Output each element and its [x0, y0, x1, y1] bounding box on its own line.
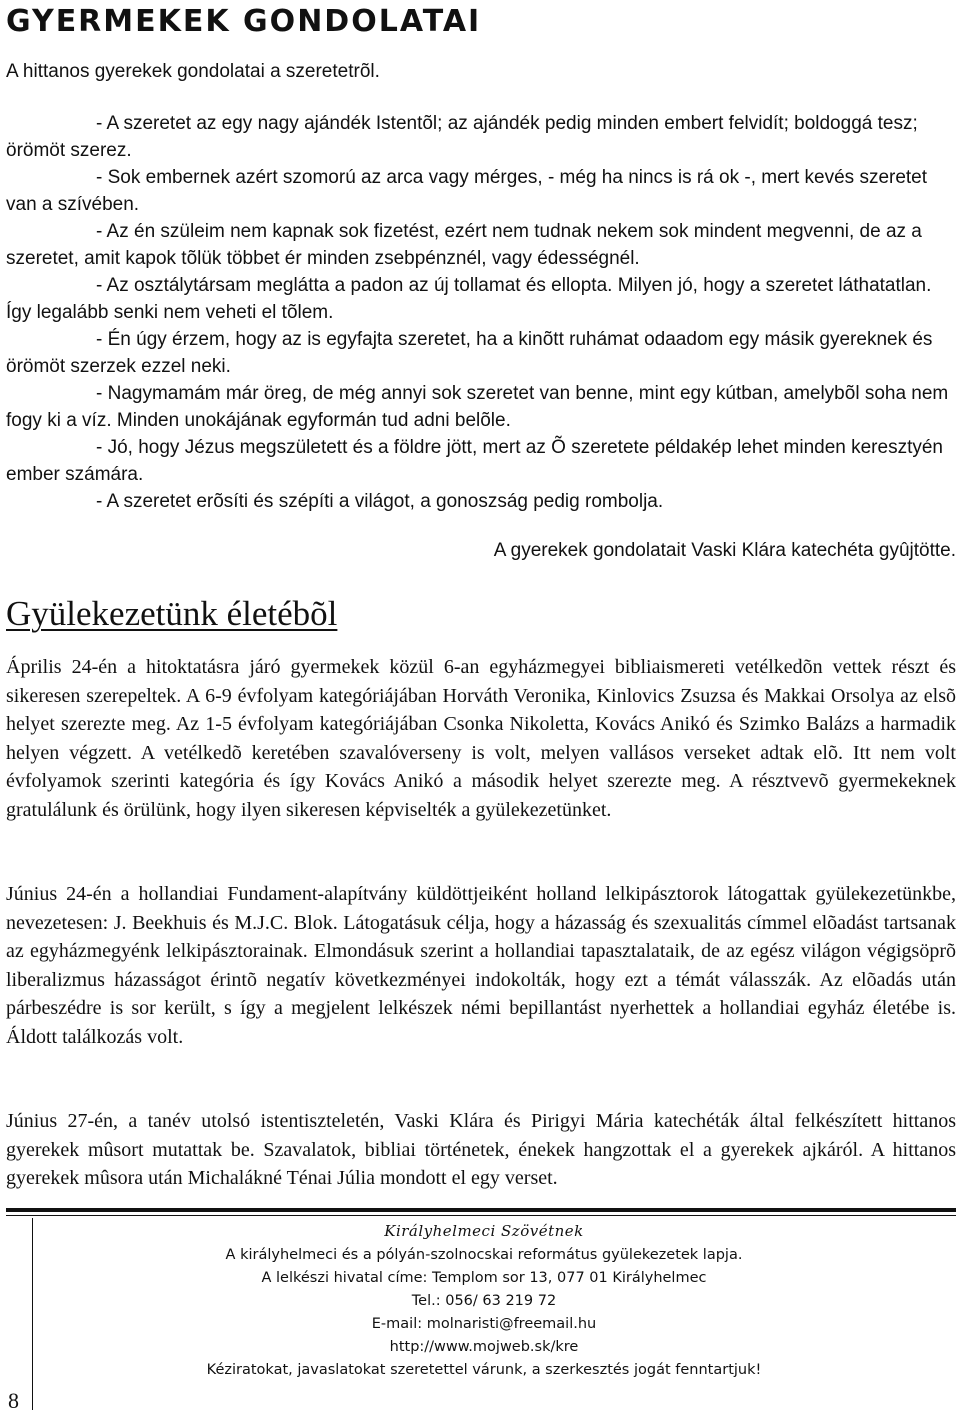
- colophon-email: E-mail: molnaristi@freemail.hu: [371, 1316, 597, 1332]
- quote-item: - Én úgy érzem, hogy az is egyfajta szeretet, ha a kinõtt ruhámat odaadom egy másik gyereknek és örömöt szerzek ezzel neki.: [6, 329, 933, 377]
- publication-title: Királyhelmeci Szövétnek: [384, 1222, 584, 1240]
- colophon-website: http://www.mojweb.sk/kre: [389, 1339, 579, 1355]
- section-title-congregation-life: Gyülekezetünk életébõl: [6, 594, 338, 633]
- footer-divider-thin: [6, 1215, 956, 1216]
- quote-item: - Az osztálytársam meglátta a padon az új tollamat és ellopta. Milyen jó, hogy a szeretet láthatatlan. Így legalább senki nem veheti el tõlem.: [6, 275, 932, 323]
- children-quotes-list: [6, 110, 956, 515]
- quote-item: - Sok embernek azért szomorú az arca vagy mérges, - még ha nincs is rá ok -, mert kevés szeretet van a szívében.: [6, 167, 928, 215]
- colophon-phone: Tel.: 056/ 63 219 72: [411, 1293, 557, 1309]
- colophon-subtitle: A királyhelmeci és a pólyán-szolnocskai református gyülekezetek lapja.: [225, 1247, 743, 1263]
- colophon-address: A lelkészi hivatal címe: Templom sor 13, 077 01 Királyhelmec: [261, 1270, 707, 1286]
- quote-item: - Az én szüleim nem kapnak sok fizetést, ezért nem tudnak nekem sok mindent megvenni, de az a szeretet, amit kapok tõlük többet ér minden zsebpénznél, vagy édességnél.: [6, 221, 922, 269]
- quote-item: - A szeretet erõsíti és szépíti a világot, a gonoszság pedig rombolja.: [96, 491, 664, 512]
- intro-text: [6, 58, 956, 85]
- colophon-note: Kéziratokat, javaslatokat szeretettel várunk, a szerkesztés jogát fenntartjuk!: [206, 1362, 762, 1378]
- news-paragraph-june-27: Június 27-én, a tanév utolsó istentiszteletén, Vaski Klára és Pirigyi Mária katechéták által felkészített hittanos gyerekek mûsort mutattak be. Szavalatok, bibliai történetek, énekek hangzottak el a gyerekek ajkáról. A hittanos gyerekek mûsora után Michalákné Ténai Júlia mondott el egy verset.: [6, 1110, 956, 1190]
- footer-divider-thick: [6, 1208, 956, 1212]
- section-title-children-thoughts: GYERMEKEK GONDOLATAI: [6, 4, 482, 39]
- intro-line: A hittanos gyerekek gondolatai a szeretetrõl.: [6, 61, 380, 82]
- news-paragraph-june-24: Június 24-én a hollandiai Fundament-alapítvány küldöttjeiként holland lelkipásztorok látogattak gyülekezetünkbe, nevezetesen: J. Beekhuis és M.J.C. Blok. Látogatásuk célja, hogy a házasság és szexualitás címmel elõadást tartsanak az egyházmegyénk lelkipásztorainak. Elmondásuk szerint a hollandiai tapasztalataik, de az egész világon végigsöprõ liberalizmus házasságot érintõ negatív következményei indokolták, hogy ezt a témát válasszák. Az elõadás után párbeszédre is sor került, s így a megjelent lelkészek némi bepillantást nyerhettek a hollandiai egyház életébe is. Áldott találkozás volt.: [6, 883, 956, 1048]
- collector-credit: A gyerekek gondolatait Vaski Klára katechéta gyûjtötte.: [493, 540, 956, 561]
- colophon: [200, 1218, 768, 1382]
- news-paragraph-april: Április 24-én a hitoktatásra járó gyermekek közül 6-an egyházmegyei bibliaismereti vetélkedõn vettek részt és sikeresen szerepeltek. A 6-9 évfolyam kategóriájában Horváth Veronika, Kinlovics Zsuzsa és Makkai Orsolya az elsõ helyet szerezte meg. Az 1-5 évfolyam kategóriájában Csonka Nikoletta, Kovács Anikó és Szimko Balázs a harmadik helyen végzett. A vetélkedõ keretében szavalóverseny is volt, melyen vallásos verseket adtak elõ. Itt nem volt évfolyamok szerinti kategória és így Kovács Anikó a második helyet szerezte meg. A résztvevõ gyermekeknek gratulálunk és örülünk, hogy ilyen sikeresen képviselték a gyülekezetünket.: [6, 656, 956, 821]
- quote-item: - A szeretet az egy nagy ajándék Istentõl; az ajándék pedig minden embert felvidít; boldoggá tesz; örömöt szerez.: [6, 113, 918, 161]
- page-number-divider: [32, 1218, 33, 1410]
- page-number: 8: [8, 1388, 19, 1413]
- quote-item: - Jó, hogy Jézus megszületett és a földre jött, mert az Õ szeretete példakép lehet minden keresztyén ember számára.: [6, 437, 943, 485]
- quote-item: - Nagymamám már öreg, de még annyi sok szeretet van benne, mint egy kútban, amelybõl soha nem fogy ki a víz. Minden unokájának egyformán tud adni belõle.: [6, 383, 949, 431]
